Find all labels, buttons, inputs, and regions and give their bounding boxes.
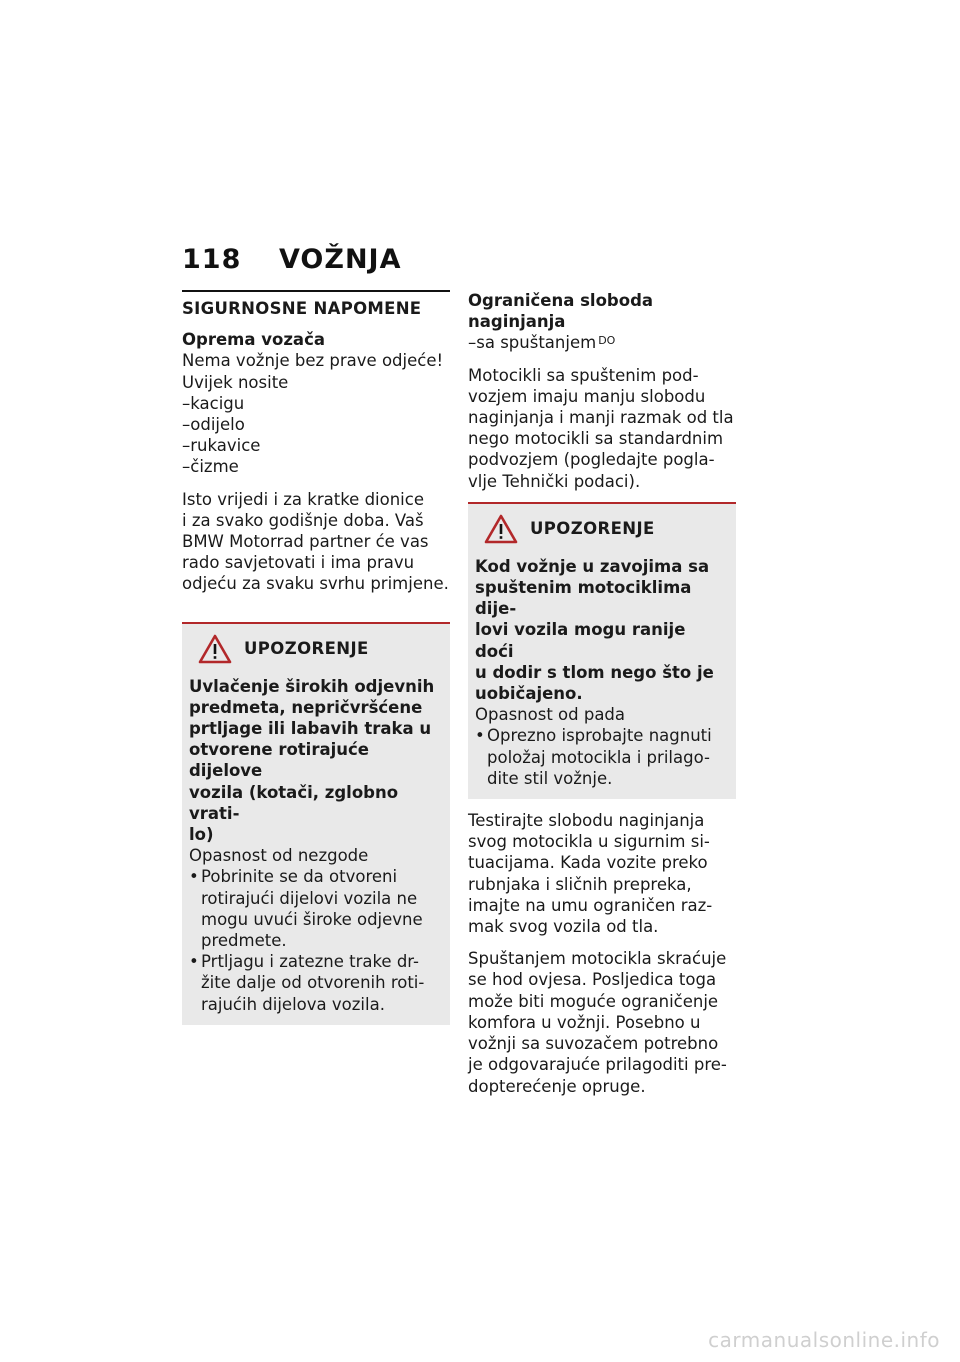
right-title: naginjanja	[468, 312, 566, 332]
bullet-line: mogu uvući široke odjevne	[201, 909, 423, 929]
subtitle-text: –sa spuštanjem	[468, 333, 597, 353]
right-title: Ograničena sloboda	[468, 291, 654, 310]
bullet-line: Prtljagu i zatezne trake dr-	[201, 952, 419, 972]
info-paragraph	[468, 365, 736, 492]
warning-text: vozila (kotači, zglobno vrati-	[189, 782, 399, 823]
paragraph-line: komfora u vožnji. Posebno u	[468, 1012, 701, 1032]
bullet-line: žite dalje od otvorenih roti-	[201, 973, 425, 993]
danger-text: Opasnost od pada	[475, 705, 626, 725]
danger-text: Opasnost od nezgode	[189, 846, 369, 866]
info-paragraph	[468, 810, 736, 937]
paragraph-line: imajte na umu ograničen raz-	[468, 895, 713, 915]
paragraph-line: Spuštanjem motocikla skraćuje	[468, 949, 727, 969]
variant-superscript: DO	[598, 334, 616, 348]
warning-title: UPOZORENJE	[530, 519, 655, 539]
bullet-icon: •	[189, 952, 199, 972]
paragraph-line: vozjem imaju manju slobodu	[468, 386, 706, 406]
paragraph-line: dopterećenje opruge.	[468, 1076, 646, 1096]
list-item: –kacigu	[182, 393, 245, 413]
warning-text: spuštenim motociklima dije-	[475, 578, 692, 619]
paragraph-line: se hod ovjesa. Posljedica toga	[468, 970, 717, 990]
bullet-line: predmete.	[201, 931, 287, 951]
bullet-item	[189, 951, 443, 1015]
warning-text: predmeta, nepričvršćene	[189, 697, 423, 717]
warning-box	[468, 502, 736, 799]
warning-text: lo)	[189, 825, 214, 845]
page-number: 118	[182, 244, 242, 275]
list-item: –rukavice	[182, 436, 261, 456]
watermark: carmanualsonline.info	[708, 1328, 940, 1352]
warning-text: lovi vozila mogu ranije doći	[475, 620, 686, 661]
paragraph-line: mak svog vozila od tla.	[468, 917, 659, 937]
oprema-line1: Nema vožnje bez prave odjeće!	[182, 351, 444, 371]
bullet-line: rajućih dijelova vozila.	[201, 994, 385, 1014]
warning-header	[475, 514, 729, 544]
paragraph-line: vožnji sa suvozačem potrebno	[468, 1034, 719, 1054]
paragraph-line: je odgovarajuće prilagoditi pre-	[468, 1055, 727, 1075]
list-item: –odijelo	[182, 415, 245, 435]
paragraph-line: nego motocikli sa standardnim	[468, 429, 724, 449]
warning-text: Kod vožnje u zavojima sa	[475, 556, 710, 576]
page-header	[182, 244, 402, 275]
paragraph-line: vlje Tehnički podaci).	[468, 471, 641, 491]
warning-title: UPOZORENJE	[244, 639, 369, 659]
warning-box	[182, 622, 450, 1025]
warning-text: Uvlačenje širokih odjevnih	[189, 676, 435, 696]
warning-text: uobičajeno.	[475, 684, 583, 704]
warning-triangle-icon	[484, 514, 518, 544]
section-title: SIGURNOSNE NAPOMENE	[182, 290, 450, 319]
bullet-line: dite stil vožnje.	[487, 768, 613, 788]
bullet-icon: •	[475, 726, 485, 746]
list-item: –čizme	[182, 457, 239, 477]
paragraph-line: može biti moguće ograničenje	[468, 991, 719, 1011]
paragraph-line: Motocikli sa spuštenim pod-	[468, 365, 699, 385]
warning-text: otvorene rotirajuće dijelove	[189, 740, 369, 781]
chapter-title: VOŽNJA	[279, 244, 402, 275]
bullet-icon: •	[189, 867, 199, 887]
info-paragraph	[182, 489, 450, 595]
right-column	[468, 290, 736, 1097]
bullet-line: Oprezno isprobajte nagnuti	[487, 726, 712, 746]
bullet-line: Pobrinite se da otvoreni	[201, 867, 398, 887]
paragraph-line: Isto vrijedi i za kratke dionice	[182, 489, 424, 509]
oprema-title: Oprema vozača	[182, 330, 325, 350]
oprema-line2: Uvijek nosite	[182, 372, 289, 392]
warning-triangle-icon	[198, 634, 232, 664]
left-column	[182, 290, 450, 1025]
warning-header	[189, 634, 443, 664]
info-paragraph	[468, 948, 736, 1096]
bullet-item	[189, 866, 443, 951]
bullet-line: rotirajući dijelovi vozila ne	[201, 888, 418, 908]
warning-text: u dodir s tlom nego što je	[475, 662, 714, 682]
paragraph-line: svog motocikla u sigurnim si-	[468, 832, 710, 852]
bullet-line: položaj motocikla i prilago-	[487, 747, 710, 767]
paragraph-line: rado savjetovati i ima pravu	[182, 553, 415, 573]
paragraph-line: tuacijama. Kada vozite preko	[468, 853, 708, 873]
paragraph-line: rubnjaka i sličnih prepreka,	[468, 874, 692, 894]
paragraph-line: i za svako godišnje doba. Vaš	[182, 510, 424, 530]
right-subtitle	[468, 332, 736, 353]
paragraph-line: BMW Motorrad partner će vas	[182, 532, 429, 552]
paragraph-line: naginjanja i manji razmak od tla	[468, 408, 734, 428]
paragraph-line: podvozjem (pogledajte pogla-	[468, 450, 715, 470]
warning-text: prtljage ili labavih traka u	[189, 719, 432, 739]
bullet-item	[475, 725, 729, 789]
paragraph-line: Testirajte slobodu naginjanja	[468, 811, 705, 831]
paragraph-line: odjeću za svaku svrhu primjene.	[182, 574, 449, 594]
